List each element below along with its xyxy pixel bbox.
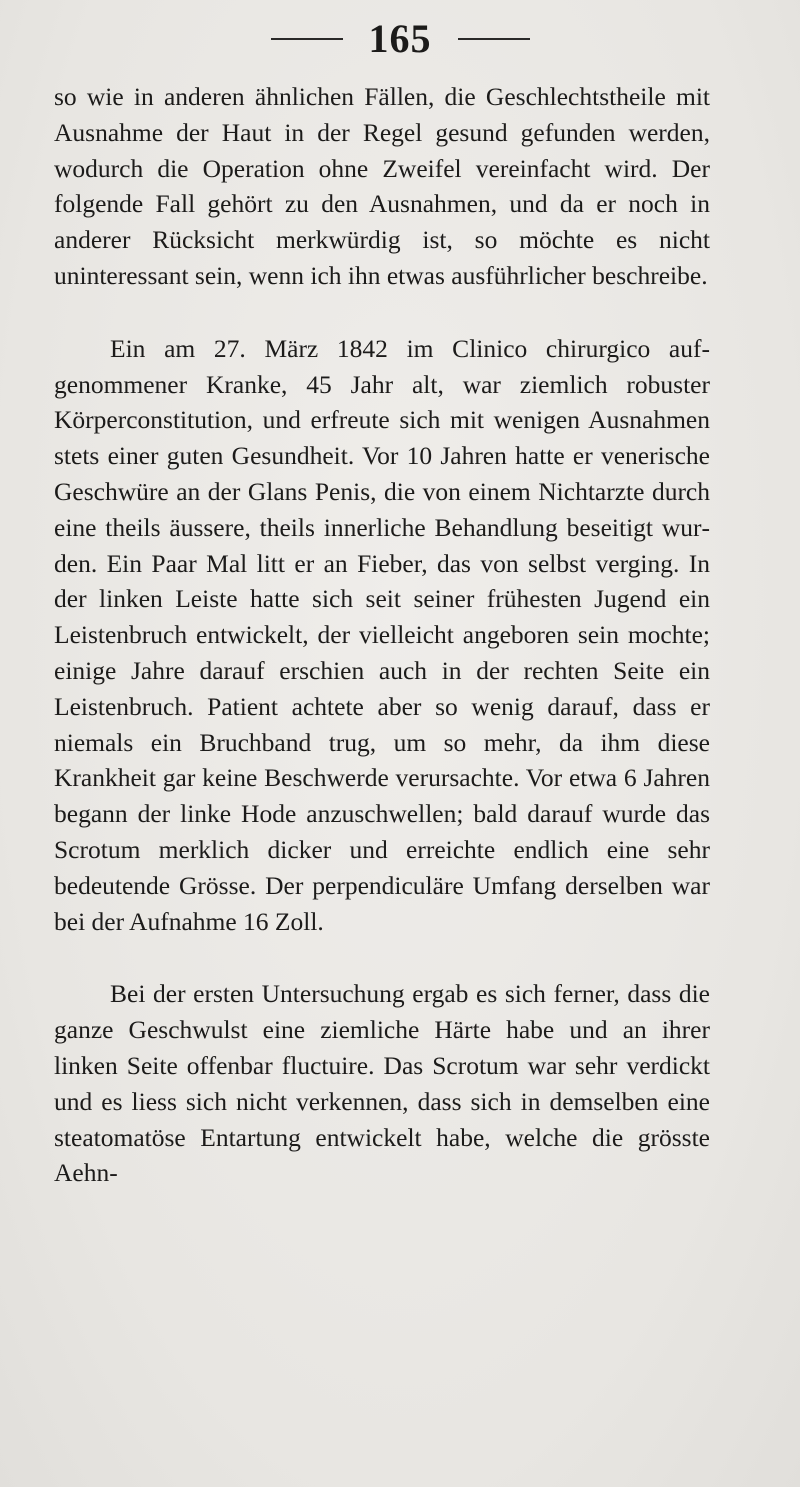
paragraph-gap — [54, 294, 710, 331]
page-header — [0, 14, 800, 64]
paragraph-gap — [54, 939, 710, 976]
header-rule-left — [271, 38, 343, 40]
paragraph-examination: Bei der ersten Untersuchung ergab es sich ferner, dass die ganze Geschwulst eine ziemliche Härte habe und an ihrer linken Seite offenbar fluctuire. Das Scrotum war sehr verdickt und es liess sich nicht verkennen, dass sich in demselben eine steatomatöse Entartung entwickelt habe, welche die grösste Aehn- — [54, 979, 710, 1188]
header-rule-right — [458, 38, 530, 40]
page-number: 165 — [368, 16, 432, 61]
paragraph-case-history: Ein am 27. März 1842 im Clinico chirurgico aufgenommener Kranke, 45 Jahr alt, war ziemlich robuster Körperconstitution, und erfreute sich mit wenigen Ausnahmen stets einer guten Gesundheit. Vor 10 Jahren hatte er venerische Geschwüre an der Glans Penis, die von einem Nichtarzte durch eine theils äussere, theils innerliche Behandlung beseitigt wurden. Ein Paar Mal litt er an Fieber, das von selbst verging. In der linken Leiste hatte sich seit seiner frühesten Jugend ein Leistenbruch entwickelt, der vielleicht angeboren sein mochte; einige Jahre darauf erschien auch in der rechten Seite ein Leistenbruch. Patient achtete aber so wenig darauf, dass er niemals ein Bruchband trug, um so mehr, da ihm diese Krankheit gar keine Beschwerde verursachte. Vor etwa 6 Jahren begann der linke Hode anzuschwellen; bald darauf wurde das Scrotum merklich dicker und erreichte endlich eine sehr bedeutende Grösse. Der perpendiculäre Umfang derselben war bei der Aufnahme 16 Zoll. — [54, 333, 710, 936]
body-text — [54, 79, 710, 1191]
paragraph-continuation: so wie in anderen ähnlichen Fällen, die Geschlechtstheile mit Ausnahme der Haut in der Regel gesund gefunden werden, wodurch die Operation ohne Zweifel vereinfacht wird. Der folgende Fall gehört zu den Ausnahmen, und da er noch in anderer Rücksicht merkwürdig ist, so möchte es nicht uninteressant sein, wenn ich ihn etwas ausführlicher beschreibe. — [54, 82, 710, 290]
